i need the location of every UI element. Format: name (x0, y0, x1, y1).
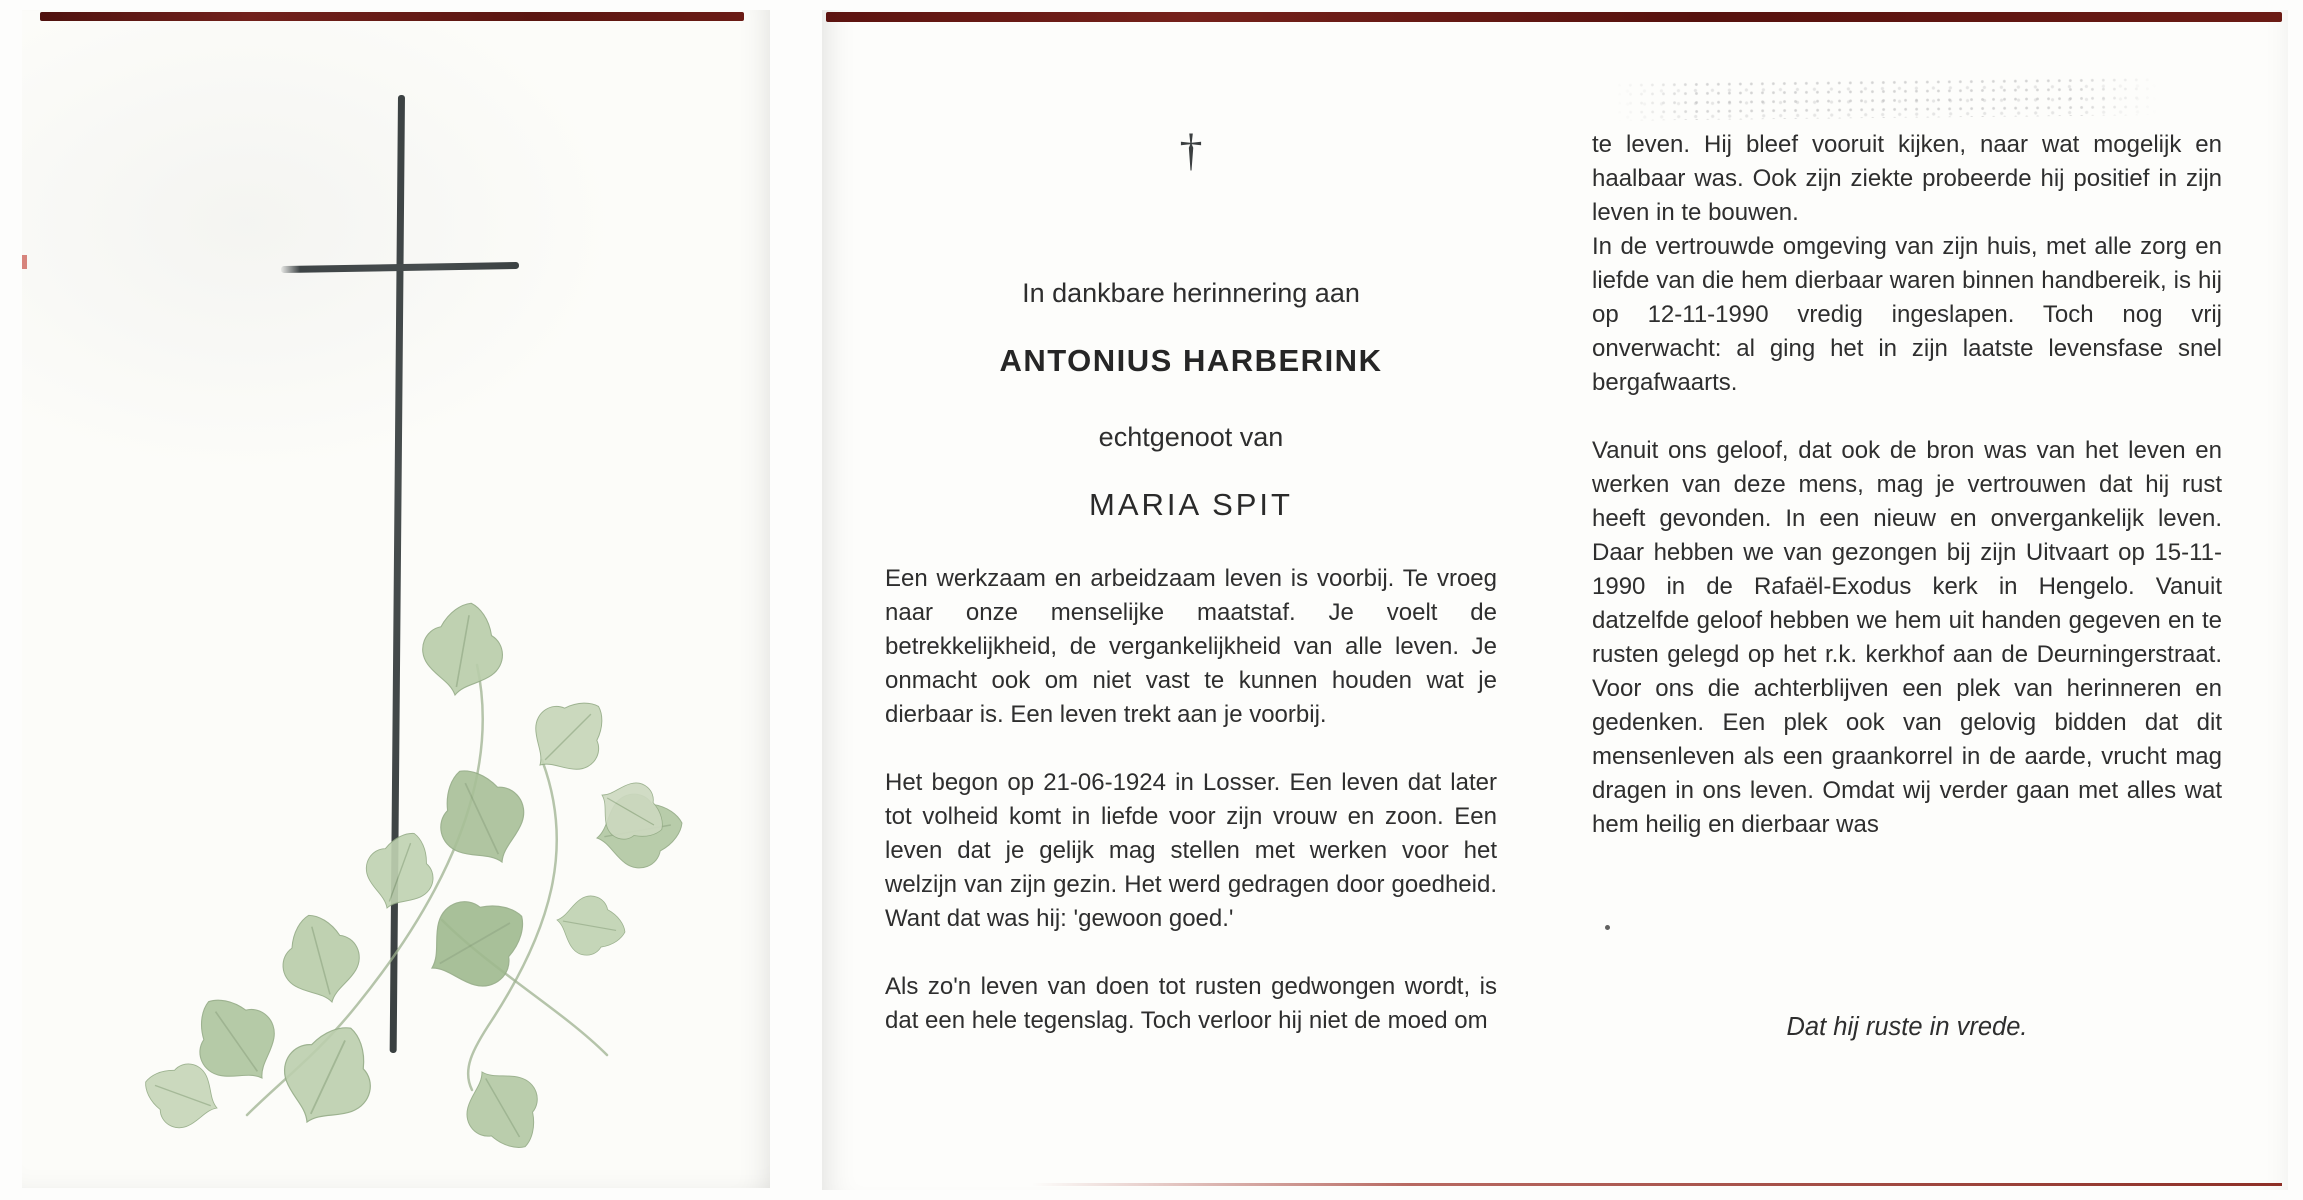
ivy-illustration (142, 590, 702, 1180)
closing-line: Dat hij ruste in vrede. (1786, 1013, 2028, 1041)
maroon-edge-strip (40, 12, 744, 21)
ivy-leaf (515, 681, 624, 790)
ivy-leaf (271, 905, 369, 1012)
maroon-edge-strip (826, 12, 2282, 22)
ivy-leaf (450, 1053, 557, 1165)
intro-line: In dankbare herinnering aan (1022, 278, 1360, 308)
memorial-paragraph: Vanuit ons geloof, dat ook de bron was van het leven en werken van deze mens, mag je vertrouwen dat hij rust heeft gevonden. In een nieuw en onvergankelijk leven. Daar hebben we van gezongen bij zijn Uitvaart op 15-11-1990 in de Rafaël-Exodus kerk in Hengelo. Vanuit datzelfde geloof hebben we hem uit handen gegeven en te rusten gelegd op het r.k. kerkhof aan de Deurningerstraat. Voor ons die achterblijven een plek van herinneren en gedenken. Een plek ook van gelovig bidden dat dit mensenleven als een graankorrel in de aarde, vrucht mag dragen in ons leven. Omdat wij verder gaan met alles wat hem heilig en dierbaar was (1592, 437, 2222, 838)
front-cover-panel (22, 10, 770, 1188)
ivy-leaf (267, 1009, 392, 1140)
relation-line: echtgenoot van (1098, 422, 1284, 452)
ivy-leaf (552, 891, 630, 962)
memorial-paragraph: Een werkzaam en arbeidzaam leven is voorbij. Te vroeg naar onze menselijke maatstaf. Je voelt de betrekkelijkheid, de vergankelijkheid van alle leven. Je onmacht ook om niet vast te kunnen houden wat je dierbaar is. Een leven trekt aan je voorbij. (885, 565, 1497, 728)
ivy-leaf (355, 822, 446, 920)
ivy-stem (247, 665, 483, 1115)
inner-right-page (1592, 128, 2222, 1044)
memorial-paragraph: te leven. Hij bleef vooruit kijken, naar wat mogelijk en haalbaar was. Ook zijn ziekte probeerde hij positief in zijn leven in te bouwen. (1592, 131, 2222, 226)
ivy-leaf (421, 753, 541, 880)
inner-pages-panel (822, 10, 2288, 1190)
spouse-name: MARIA SPIT (1089, 487, 1293, 522)
ivy-leaf (415, 596, 510, 702)
memorial-paragraph: Als zo'n leven van doen tot rusten gedwongen wordt, is dat een hele tegenslag. Toch verloor hij niet de moed om (885, 973, 1497, 1034)
deceased-name: ANTONIUS HARBERINK (999, 343, 1383, 378)
cross-symbol: † (1179, 124, 1203, 175)
scan-artifact-bottom-line (1032, 1183, 2282, 1186)
inner-left-page (885, 120, 1497, 1072)
scan-dot-artifact (1605, 925, 1610, 930)
memorial-paragraph: In de vertrouwde omgeving van zijn huis, met alle zorg en liefde van die hem dierbaar waren binnen handbereik, is hij op 12-11-1990 vredig ingeslapen. Toch nog vrij onverwacht: al ging het in zijn laatste levensfase snel bergafwaarts. (1592, 233, 2222, 396)
scan-noise-speckles (1614, 75, 2159, 121)
memorial-paragraph: Het begon op 21-06-1924 in Losser. Een leven dat later tot volheid komt in liefde voor zijn vrouw en zoon. Een leven dat je gelijk mag stellen met werken voor het welzijn van zijn gezin. Het werd gedragen door goedheid. Want dat was hij: 'gewoon goed.' (885, 769, 1497, 932)
scan-artifact-red-tick (22, 255, 27, 269)
